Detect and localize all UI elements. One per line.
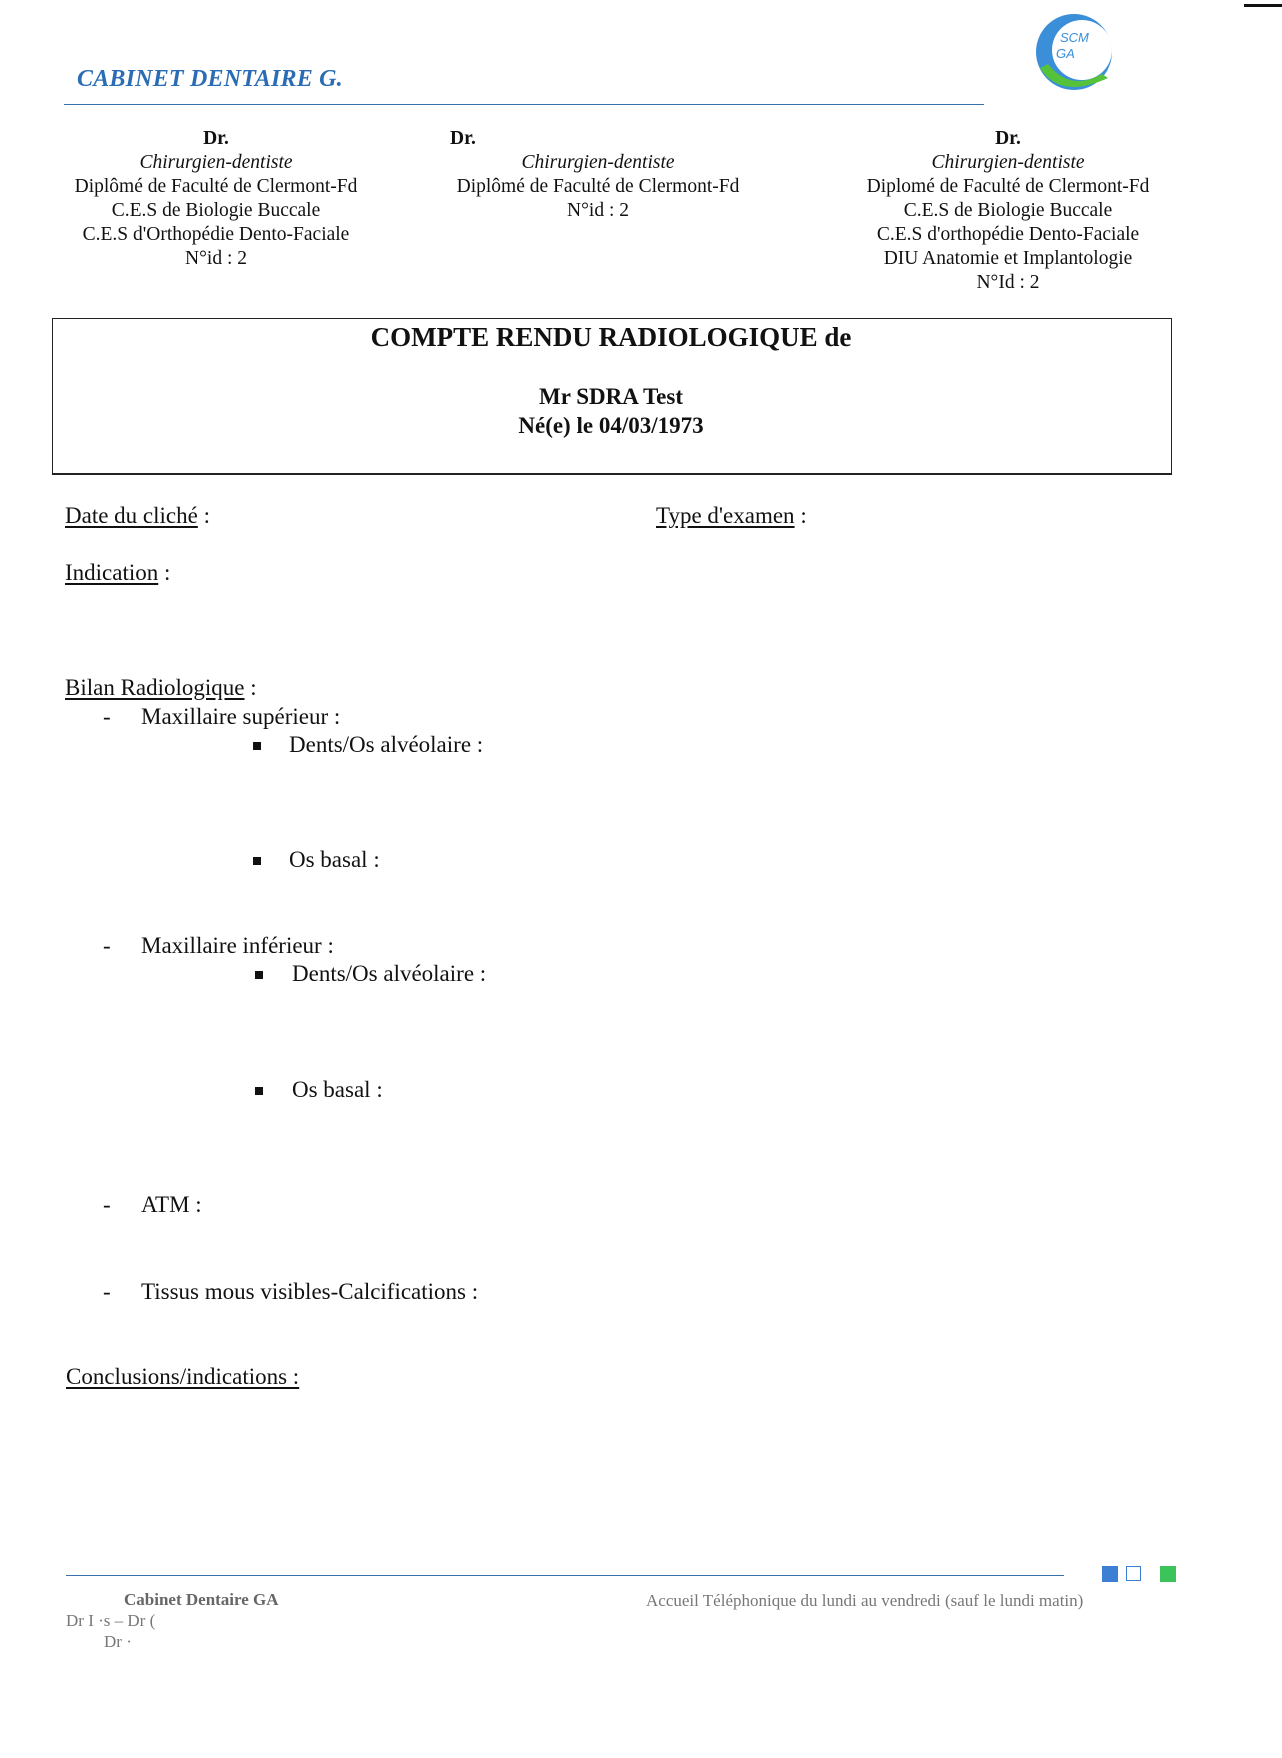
doctor-id: N°id : 2 [567, 200, 629, 221]
header-rule [64, 104, 984, 105]
doctor-block-3 [850, 127, 1166, 295]
footer-square-green [1160, 1566, 1176, 1582]
doctor-title: Dr. [450, 128, 476, 149]
maxillaire-inferieur-label: Maxillaire inférieur : [141, 933, 334, 958]
patient-dob: Né(e) le 04/03/1973 [518, 413, 704, 438]
dash-marker: - [103, 1192, 111, 1217]
dash-marker: - [103, 1279, 111, 1304]
report-title: COMPTE RENDU RADIOLOGIQUE de [370, 322, 852, 352]
indication-colon: : [158, 560, 171, 585]
bullet-marker [253, 742, 261, 750]
bilan-label: Bilan Radiologique [65, 675, 245, 700]
max-sup-dents-label: Dents/Os alvéolaire : [289, 732, 484, 757]
date-label: Date du cliché [65, 503, 198, 528]
indication-label: Indication [65, 560, 159, 585]
doctor-role: Chirurgien-dentiste [139, 152, 293, 173]
maxillaire-superieur-label: Maxillaire supérieur : [141, 704, 341, 729]
conclusions-label: Conclusions/indications : [66, 1364, 300, 1389]
exam-type-label: Type d'examen [656, 503, 795, 528]
logo-text-top: SCM [1060, 30, 1089, 45]
doctor-id: N°Id : 2 [976, 272, 1040, 293]
doctor-title: Dr. [995, 128, 1021, 149]
bilan-colon: : [244, 675, 257, 700]
exam-type-field [656, 503, 807, 529]
indication-field [65, 560, 170, 586]
doctor-line: Diplômé de Faculté de Clermont-Fd [74, 176, 358, 197]
tissus-mous-label: Tissus mous visibles-Calcifications : [141, 1279, 479, 1304]
doctor-line: C.E.S de Biologie Buccale [111, 200, 321, 221]
doctor-id: N°id : 2 [185, 248, 247, 269]
date-field [65, 503, 210, 529]
doctor-block-2 [440, 127, 756, 223]
footer-square-blue [1102, 1566, 1118, 1582]
doctor-line: DIU Anatomie et Implantologie [883, 248, 1133, 269]
doctor-title: Dr. [203, 128, 229, 149]
date-colon: : [197, 503, 210, 528]
bullet-marker [255, 971, 263, 979]
exam-type-colon: : [794, 503, 807, 528]
cabinet-title: CABINET DENTAIRE G. [77, 66, 343, 92]
max-inf-dents-label: Dents/Os alvéolaire : [292, 961, 487, 986]
scm-ga-logo [1030, 8, 1122, 100]
doctor-line: C.E.S d'Orthopédie Dento-Faciale [82, 224, 350, 245]
doctor-role: Chirurgien-dentiste [931, 152, 1085, 173]
bullet-marker [253, 857, 261, 865]
doctor-block-1 [58, 127, 374, 271]
footer-cabinet: Cabinet Dentaire GA [124, 1590, 279, 1609]
doctor-line: C.E.S de Biologie Buccale [903, 200, 1113, 221]
doctor-line: Diplômé de Faculté de Clermont-Fd [456, 176, 740, 197]
bilan-field [65, 675, 257, 701]
corner-mark [1244, 4, 1282, 7]
doctor-role: Chirurgien-dentiste [521, 152, 675, 173]
footer-doctors-line-2: Dr · [104, 1632, 132, 1651]
footer-doctors-line: Dr I ·s – Dr ( [66, 1611, 156, 1630]
doctor-line: C.E.S d'orthopédie Dento-Faciale [876, 224, 1140, 245]
footer-accueil: Accueil Téléphonique du lundi au vendredi (sauf le lundi matin) [646, 1591, 1084, 1610]
atm-label: ATM : [141, 1192, 202, 1217]
footer-square-outline [1126, 1566, 1141, 1581]
bullet-marker [255, 1087, 263, 1095]
max-sup-os-basal-label: Os basal : [289, 847, 380, 872]
logo-text-bottom: GA [1056, 46, 1075, 61]
dash-marker: - [103, 704, 111, 729]
dash-marker: - [103, 933, 111, 958]
max-inf-os-basal-label: Os basal : [292, 1077, 383, 1102]
footer-rule [66, 1575, 1064, 1576]
patient-name: Mr SDRA Test [539, 384, 683, 409]
doctor-line: Diplomé de Faculté de Clermont-Fd [866, 176, 1150, 197]
